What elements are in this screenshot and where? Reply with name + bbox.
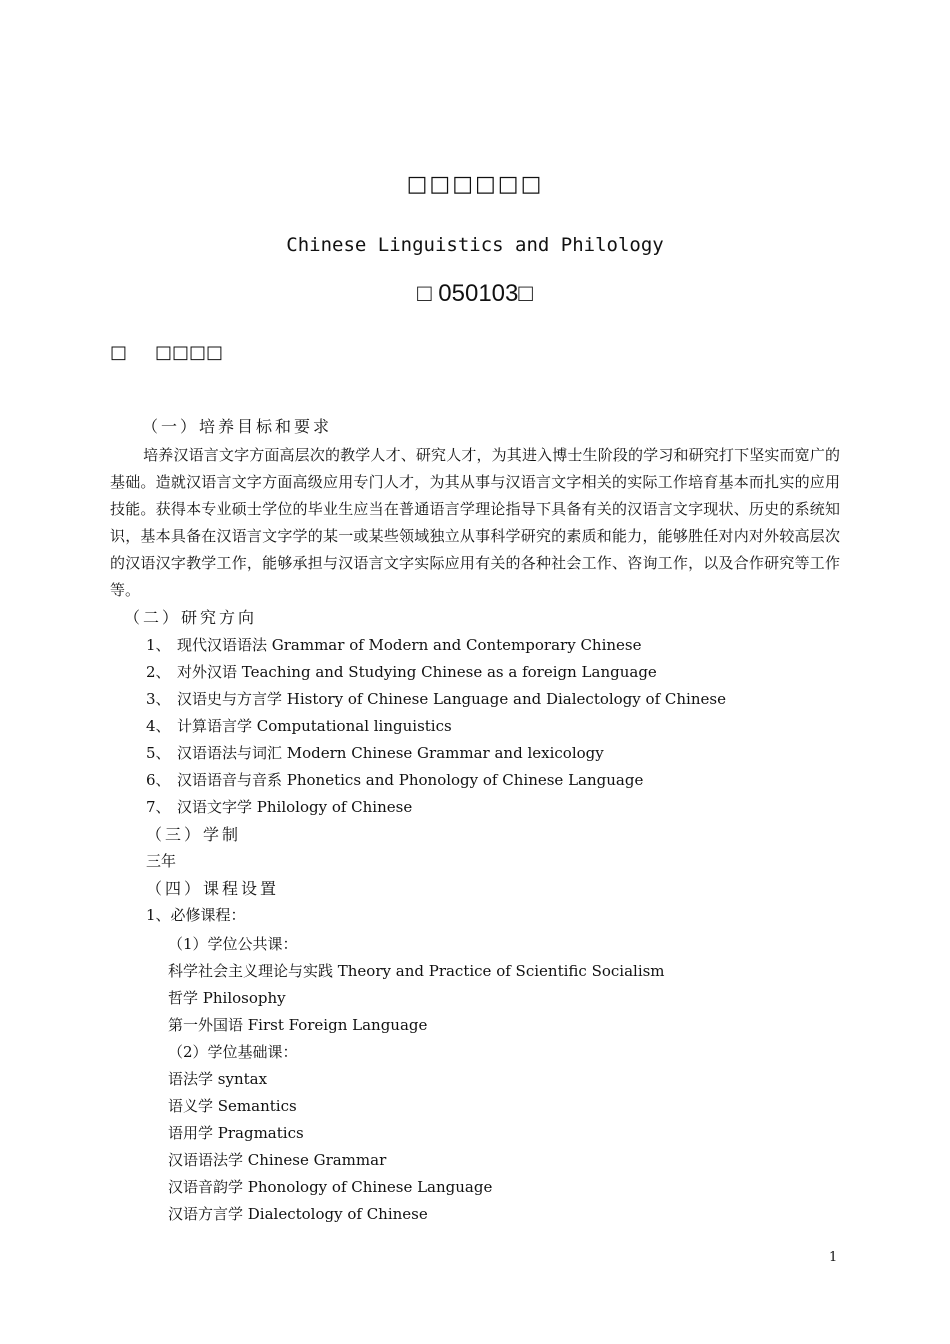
list-item: 1、 现代汉语语法 Grammar of Modern and Contemporary Chinese [146, 636, 642, 654]
list-item: 语法学 syntax [168, 1070, 268, 1088]
section-bullet: □ [110, 342, 128, 363]
list-item: 4、 计算语言学 Computational linguistics [146, 717, 452, 735]
list-item: 2、 对外汉语 Teaching and Studying Chinese as a foreign Language [146, 663, 657, 681]
discipline-code: □ 050103□ [417, 280, 533, 307]
directions-list [146, 632, 726, 821]
page-number: 1 [829, 1250, 838, 1265]
goals-heading: （一）培养目标和要求 [142, 417, 333, 436]
list-item: 5、 汉语语法与词汇 Modern Chinese Grammar and lexicology [146, 744, 604, 762]
title-english: Chinese Linguistics and Philology [286, 234, 664, 256]
list-item: 科学社会主义理论与实践 Theory and Practice of Scientific Socialism [168, 962, 665, 980]
section-heading [110, 342, 223, 363]
list-item: 汉语方言学 Dialectology of Chinese [168, 1205, 428, 1223]
list-item: 语义学 Semantics [168, 1097, 297, 1115]
list-item: 语用学 Pragmatics [168, 1124, 304, 1142]
list-item: 哲学 Philosophy [168, 989, 286, 1007]
course-list [168, 931, 665, 1228]
goals-paragraph [110, 442, 840, 604]
title-chinese: □□□□□□ [406, 172, 544, 197]
list-item: 汉语音韵学 Phonology of Chinese Language [168, 1178, 493, 1196]
list-item: 第一外国语 First Foreign Language [168, 1016, 428, 1034]
duration-value: 三年 [146, 852, 177, 870]
required-courses-label: 1、必修课程： [146, 906, 246, 924]
list-item: 汉语语法学 Chinese Grammar [168, 1151, 387, 1169]
list-item: （1）学位公共课： [168, 935, 298, 953]
list-item: 7、 汉语文字学 Philology of Chinese [146, 798, 413, 816]
section-title: □□□□ [155, 342, 224, 363]
list-item: （2）学位基础课： [168, 1043, 298, 1061]
list-item: 6、 汉语语音与音系 Phonetics and Phonology of Chinese Language [146, 771, 644, 789]
directions-heading: （二）研究方向 [124, 608, 258, 627]
list-item: 3、 汉语史与方言学 History of Chinese Language and Dialectology of Chinese [146, 690, 726, 708]
goals-text: 培养汉语言文字方面高层次的教学人才、研究人才，为其进入博士生阶段的学习和研究打下坚实而宽广的基础。造就汉语言文字方面高级应用专门人才，为其从事与汉语言文字相关的实际工作培育基本而扎实的应用技能。获得本专业硕士学位的毕业生应当在普通语言学理论指导下具备有关的汉语言文字现状、历史的系统知识，基本具备在汉语言文字学的某一或某些领域独立从事科学研究的素质和能力，能够胜任对内对外较高层次的汉语汉字教学工作，能够承担与汉语言文字实际应用有关的各种社会工作、咨询工作，以及合作研究等工作等。 [110, 446, 840, 599]
courses-heading: （四）课程设置 [146, 879, 280, 898]
duration-heading: （三）学制 [146, 825, 242, 844]
